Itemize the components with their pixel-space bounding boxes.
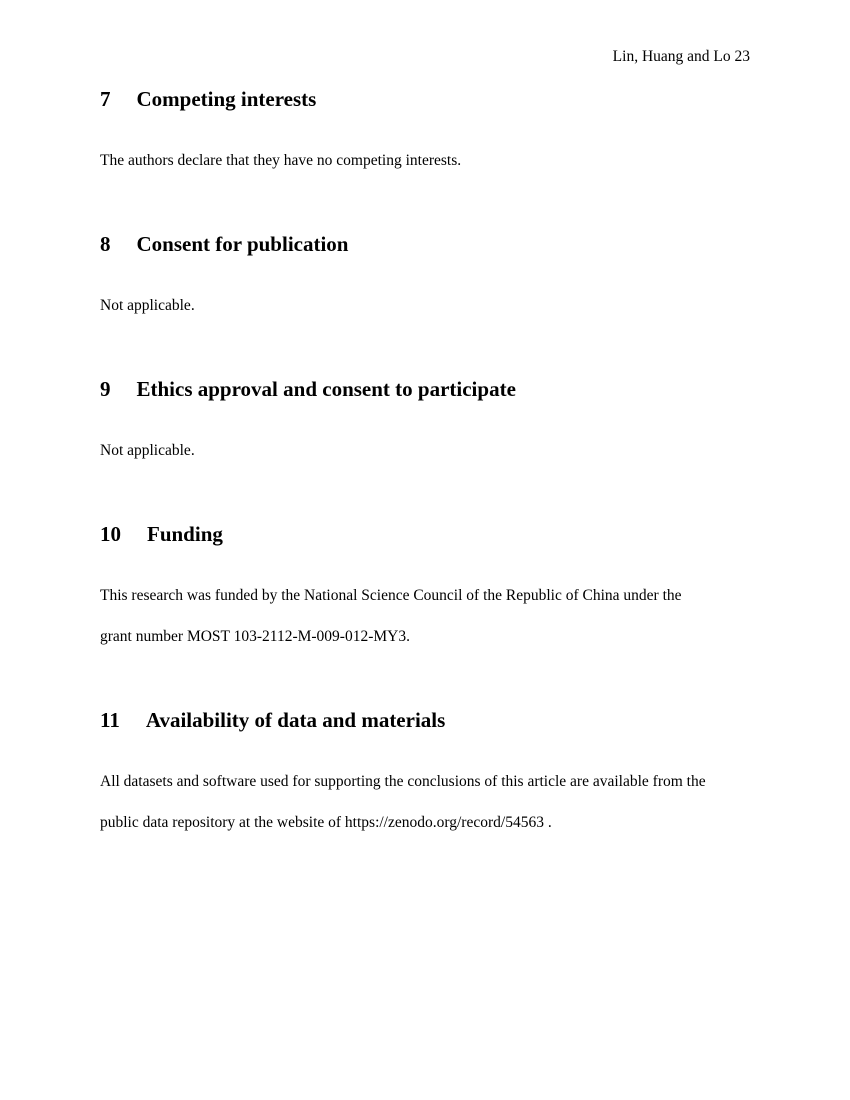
section-heading xyxy=(100,232,750,256)
section-title: Ethics approval and consent to participate xyxy=(136,377,516,401)
section-heading xyxy=(100,522,750,546)
paragraph-text: public data repository at the website of xyxy=(100,814,345,831)
paragraph-line: Not applicable. xyxy=(100,442,195,459)
section-title: Consent for publication xyxy=(136,232,349,256)
section-heading xyxy=(100,87,750,111)
paragraph-line: This research was funded by the National Science Council of the Republic of China under the xyxy=(100,587,682,604)
section-consent-for-publication xyxy=(100,232,750,326)
section-heading xyxy=(100,708,750,732)
zenodo-url-link[interactable]: https://zenodo.org/record/54563 xyxy=(344,814,544,831)
paragraph-line: The authors declare that they have no competing interests. xyxy=(100,152,462,169)
section-number: 10 xyxy=(100,522,121,546)
paragraph-text: . xyxy=(543,814,552,831)
section-availability-of-data xyxy=(100,708,750,843)
section-ethics-approval xyxy=(100,377,750,471)
section-number: 11 xyxy=(100,708,120,732)
section-title: Competing interests xyxy=(136,87,317,111)
section-title: Funding xyxy=(147,522,223,546)
section-number: 7 xyxy=(100,87,111,111)
paragraph-line xyxy=(100,802,750,843)
paragraph-line: Not applicable. xyxy=(100,297,195,314)
section-heading xyxy=(100,377,750,401)
section-title: Availability of data and materials xyxy=(145,708,446,732)
paragraph-line: grant number MOST 103-2112-M-009-012-MY3. xyxy=(100,628,410,645)
paragraph-line: All datasets and software used for supporting the conclusions of this article are available from the xyxy=(100,773,706,790)
section-funding xyxy=(100,522,750,657)
section-number: 8 xyxy=(100,232,111,256)
section-number: 9 xyxy=(100,377,111,401)
section-competing-interests xyxy=(100,87,750,181)
page-content xyxy=(100,0,750,843)
running-head: Lin, Huang and Lo 23 xyxy=(612,48,750,65)
